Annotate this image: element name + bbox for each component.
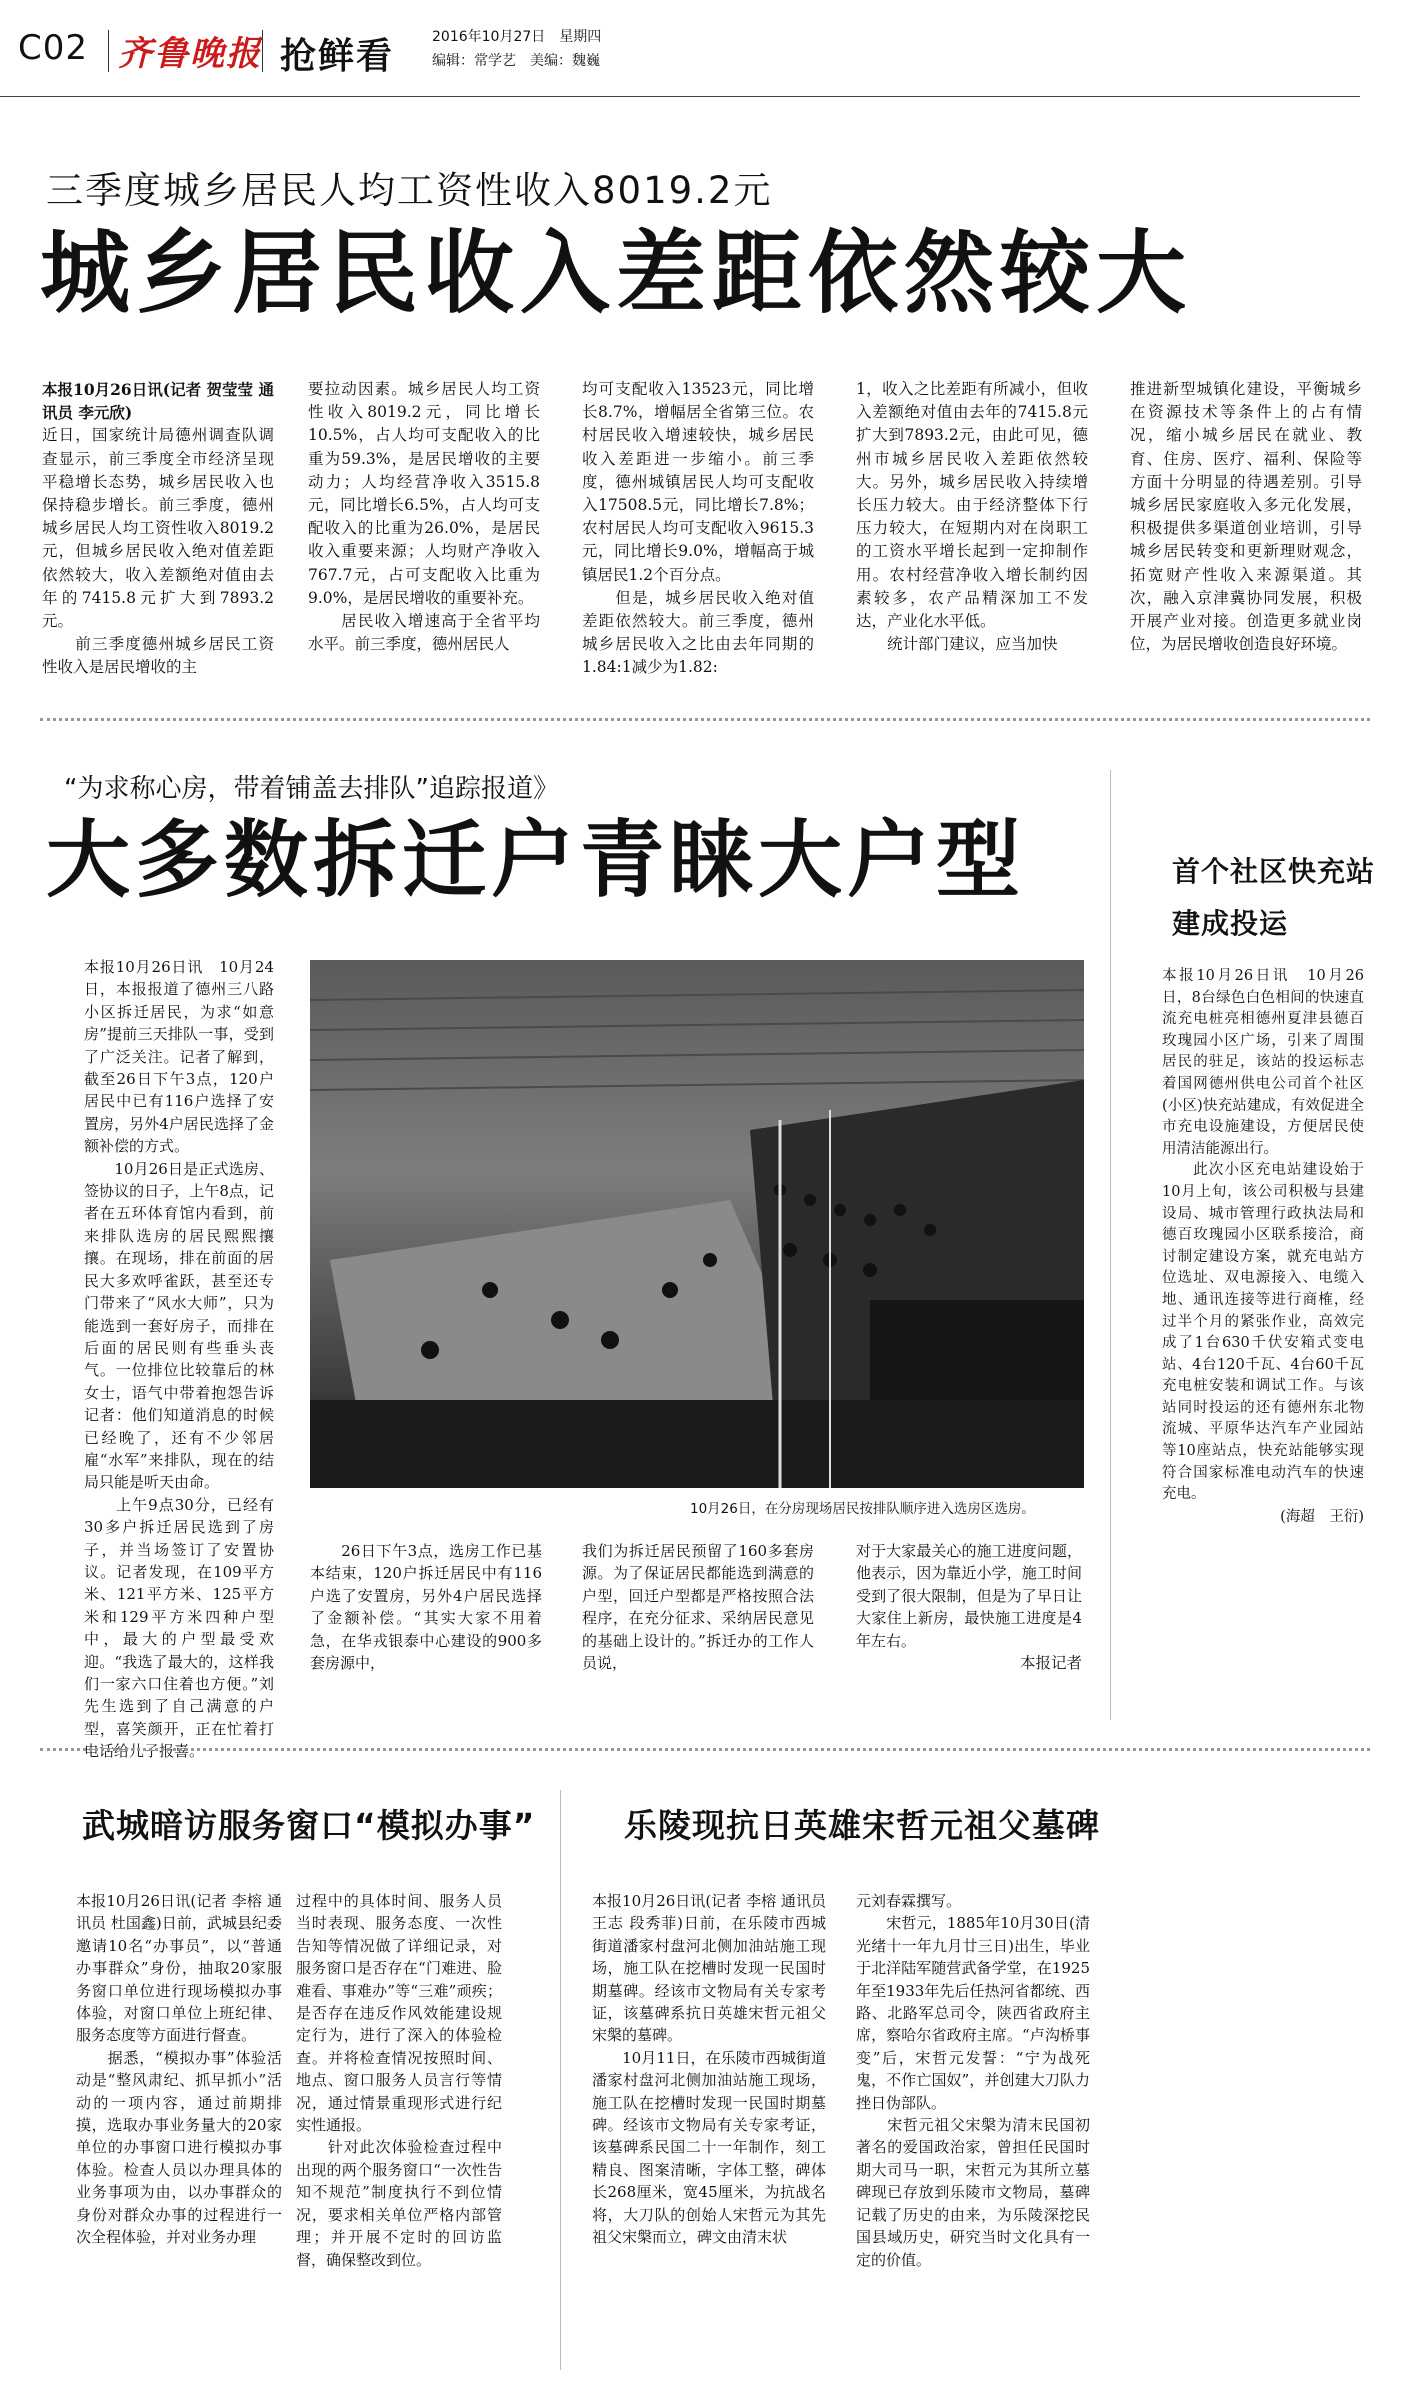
- section-name: 抢鲜看: [280, 36, 395, 77]
- story2-photo: [310, 960, 1084, 1488]
- story2-kicker: “为求称心房，带着铺盖去排队”追踪报道》: [64, 774, 559, 804]
- masthead-rule: [0, 96, 1360, 97]
- section-divider: [40, 718, 1370, 721]
- side-story: [1162, 966, 1364, 1529]
- story1-text-col4: 1，收入之比差距有所减小，但收入差额绝对值由去年的7415.8元扩大到7893.2元，由此可见，德州市城乡居民收入差距依然较大。另外，城乡居民收入持续增长压力较大。由于经济整体下行压力较大，在短期内对在岗职工的工资水平增长起到一定抑制作用。农村经营净收入增长制约因素较多，农产品精深加工不发达，产业化水平低。 统计部门建议，应当加快: [856, 380, 1088, 654]
- story2-text-col1: 本报10月26日讯 10月24日，本报报道了德州三八路小区拆迁居民，为求“如意房”提前三天排队一事，受到了广泛关注。记者了解到，截至26日下午3点，120户居民中已有116户选择了安置房，另外4户居民选择了金额补偿的方式。 10月26日是正式选房、签协议的日子，上午8点，记者在五环体育馆内看到，前来排队选房的居民熙熙攘攘。在现场，排在前面的居民大多欢呼雀跃，甚至还专门带来了“风水大师”，只为能选到一套好房子，而排在后面的居民则有些垂头丧气。一位排位比较靠后的林女士，语气中带着抱怨告诉记者：他们知道消息的时候已经晚了，还有不少邻居雇“水军”来排队，现在的结局只能是听天由命。 上午9点30分，已经有30多户拆迁居民选到了房子，并当场签订了安置协议。记者发现，在109平方米、121平方米、125平方米和129平方米四种户型中，最大的户型最受欢迎。“我选了最大的，这样我们一家六口住着也方便。”刘先生选到了自己满意的户型，喜笑颜开，正在忙着打电话给儿子报喜。: [84, 958, 274, 1761]
- story4-headline: 乐陵现抗日英雄宋哲元祖父墓碑: [624, 1806, 1100, 1845]
- story3-text-col2: 过程中的具体时间、服务人员当时表现、服务态度、一次性告知等情况做了详细记录，对服务窗口是否存在“门难进、脸难看、事难办”等“三难”顽疾；是否存在违反作风效能建设规定行为，进行了深入的体验检查。并将检查情况按照时间、地点、窗口服务人员言行等情况，通过情景重现形式进行纪实性通报。 针对此次体验检查过程中出现的两个服务窗口“一次性告知不规范”制度执行不到位情况，要求相关单位严格内部管理；并开展不定时的回访监督，确保整改到位。: [296, 1892, 502, 2269]
- story3-text-col1: 本报10月26日讯(记者 李榕 通讯员 杜国鑫)日前，武城县纪委邀请10名“办事员”，以“普通办事群众”身份，抽取20家服务窗口单位进行现场模拟办事体验，对窗口单位上班纪律、服务态度等方面进行督查。 据悉，“模拟办事”体验活动是“整风肃纪、抓早抓小”活动的一项内容，通过前期排摸，选取办事业务量大的20家单位的办事窗口进行模拟办事体验。检查人员以办理具体的业务事项为由，以办事群众的身份对群众办事的过程进行一次全程体验，并对业务办理: [76, 1892, 282, 2247]
- story3-headline: 武城暗访服务窗口“模拟办事”: [82, 1806, 536, 1845]
- issue-date: 2016年10月27日 星期四: [432, 29, 602, 45]
- story1-col3: [582, 378, 814, 680]
- bottom-divider: [560, 1790, 561, 2370]
- story1-text-col1: 近日，国家统计局德州调查队调查显示，前三季度全市经济呈现平稳增长态势，城乡居民收入也保持稳步增长。前三季度，德州城乡居民人均工资性收入8019.2元，但城乡居民收入绝对值差距依然较大，收入差额绝对值由去年的7415.8元扩大到7893.2元。 前三季度德州城乡居民工资性收入是居民增收的主: [42, 426, 274, 677]
- story1-text-col2: 要拉动因素。城乡居民人均工资性收入8019.2元，同比增长10.5%，占人均可支配收入的比重为59.3%，是居民增收的主要动力；人均经营净收入3515.8元，同比增长6.5%，占人均可支配收入的比重为26.0%，是居民收入重要来源；人均财产净收入767.7元，占可支配收入比重为9.0%，是居民增收的重要补充。 居民收入增速高于全省平均水平。前三季度，德州居民人: [308, 380, 540, 654]
- arena-photo-illustration: [310, 960, 1084, 1488]
- story4-col1: [592, 1890, 826, 2249]
- story1-subtitle: 三季度城乡居民人均工资性收入8019.2元: [46, 169, 773, 212]
- story2-bottom-col1: [310, 1540, 542, 1674]
- masthead-divider: [108, 30, 109, 72]
- story1-headline: 城乡居民收入差距依然较大: [40, 221, 1192, 326]
- newspaper-logo: 齐鲁晚报: [118, 34, 262, 74]
- story2-headline: 大多数拆迁户青睐大户型: [46, 811, 1026, 909]
- masthead-divider: [262, 30, 263, 72]
- side-headline-line2: 建成投运: [1172, 907, 1289, 940]
- story3-col1: [76, 1890, 282, 2249]
- story2-byline: 本报记者: [1019, 1654, 1082, 1673]
- story4-text-col2: 元刘春霖撰写。 宋哲元，1885年10月30日(清光绪十一年九月廿三日)出生，毕业于北洋陆军随营武备学堂，在1925年至1933年先后任热河省都统、西路、北路军总司令，陕西省政府主席，察哈尔省政府主席。“卢沟桥事变”后，宋哲元发誓：“宁为战死鬼，不作亡国奴”，并创建大刀队力挫日伪部队。 宋哲元祖父宋槃为清末民国初著名的爱国政治家，曾担任民国时期大司马一职，宋哲元为其所立墓碑现已存放到乐陵市文物局，墓碑记载了历史的由来，为乐陵深挖民国县域历史，研究当时文化具有一定的价值。: [856, 1892, 1090, 2269]
- page-number: C02: [18, 28, 89, 68]
- story1-lead: 本报10月26日讯(记者 贺莹莹 通讯员 李元欣): [42, 380, 274, 423]
- story2-bottom-col3: [856, 1540, 1082, 1675]
- story2-photo-caption: 10月26日，在分房现场居民按排队顺序进入选房区选房。: [690, 1501, 1035, 1517]
- story2-text-bottom1: 26日下午3点，选房工作已基本结束，120户拆迁居民中有116户选了安置房，另外4户居民选择了金额补偿。“其实大家不用着急，在华戎银泰中心建设的900多套房源中，: [310, 1542, 542, 1673]
- story1-col5: [1130, 378, 1362, 656]
- story1-text-col3: 均可支配收入13523元，同比增长8.7%，增幅居全省第三位。农村居民收入增速较快，城乡居民收入差距进一步缩小。前三季度，德州城镇居民人均可支配收入17508.5元，同比增长7.8%；农村居民人均可支配收入9615.3元，同比增长9.0%，增幅高于城镇居民1.2个百分点。 但是，城乡居民收入绝对值差距依然较大。前三季度，德州城乡居民收入之比由去年同期的1.84:1减少为1.82:: [582, 380, 814, 677]
- story1-col1: [42, 378, 274, 680]
- story2-bottom-col2: [582, 1540, 814, 1674]
- section-divider: [40, 1748, 1370, 1751]
- story1-col2: [308, 378, 540, 656]
- story2-text-bottom2: 我们为拆迁居民预留了160多套房源。为了保证居民都能选到满意的户型，回迁户型都是严格按照合法程序，在充分征求、采纳居民意见的基础上设计的。”拆迁办的工作人员说，: [582, 1542, 814, 1673]
- story1-text-col5: 推进新型城镇化建设，平衡城乡在资源技术等条件上的占有情况，缩小城乡居民在就业、教育、住房、医疗、福利、保险等方面十分明显的待遇差别。引导城乡居民家庭收入多元化发展，积极提供多渠道创业培训，引导城乡居民转变和更新理财观念，拓宽财产性收入来源渠道。其次，融入京津冀协同发展，积极开展产业对接。创造更多就业岗位，为居民增收创造良好环境。: [1130, 380, 1362, 654]
- story2-text-bottom3: 对于大家最关心的施工进度问题，他表示，因为靠近小学，施工时间受到了很大限制，但是为了早日让大家住上新房，最快施工进度是4年左右。: [856, 1542, 1082, 1650]
- side-divider: [1110, 770, 1111, 1720]
- side-byline: (海超 王衍): [1280, 1508, 1364, 1525]
- story4-col2: [856, 1890, 1090, 2271]
- story1-col4: [856, 378, 1088, 656]
- editors-line: 编辑：常学艺 美编：魏巍: [432, 53, 600, 69]
- story4-text-col1: 本报10月26日讯(记者 李榕 通讯员 王志 段秀菲)日前，在乐陵市西城街道潘家村盘河北侧加油站施工现场，施工队在挖槽时发现一民国时期墓碑。经该市文物局有关专家考证，该墓碑系抗日英雄宋哲元祖父宋槃的墓碑。 10月11日，在乐陵市西城街道潘家村盘河北侧加油站施工现场，施工队在挖槽时发现一民国时期墓碑。经该市文物局有关专家考证，该墓碑系民国二十一年制作，刻工精良、图案清晰，字体工整，碑体长268厘米，宽45厘米，为抗战名将，大刀队的创始人宋哲元为其先祖父宋槃而立，碑文由清末状: [592, 1892, 826, 2247]
- side-text: 本报10月26日讯 10月26日，8台绿色白色相间的快速直流充电桩亮相德州夏津县德百玫瑰园小区广场，引来了周围居民的驻足，该站的投运标志着国网德州供电公司首个社区(小区)快充站建成，有效促进全市充电设施建设，方便居民使用清洁能源出行。 此次小区充电站建设始于10月上旬，该公司积极与县建设局、城市管理行政执法局和德百玫瑰园小区联系接洽，商讨制定建设方案，就充电站方位选址、双电源接入、电缆入地、通讯连接等进行商榷，经过半个月的紧张作业，高效完成了1台630千伏安箱式变电站、4台120千瓦、4台60千瓦充电桩安装和调试工作。与该站同时投运的还有德州东北物流城、平原华达汽车产业园站等10座站点，快充站能够实现符合国家标准电动汽车的快速充电。: [1162, 968, 1364, 1503]
- story2-col1: [84, 956, 274, 1763]
- side-headline-line1: 首个社区快充站: [1172, 855, 1376, 888]
- story3-col2: [296, 1890, 502, 2271]
